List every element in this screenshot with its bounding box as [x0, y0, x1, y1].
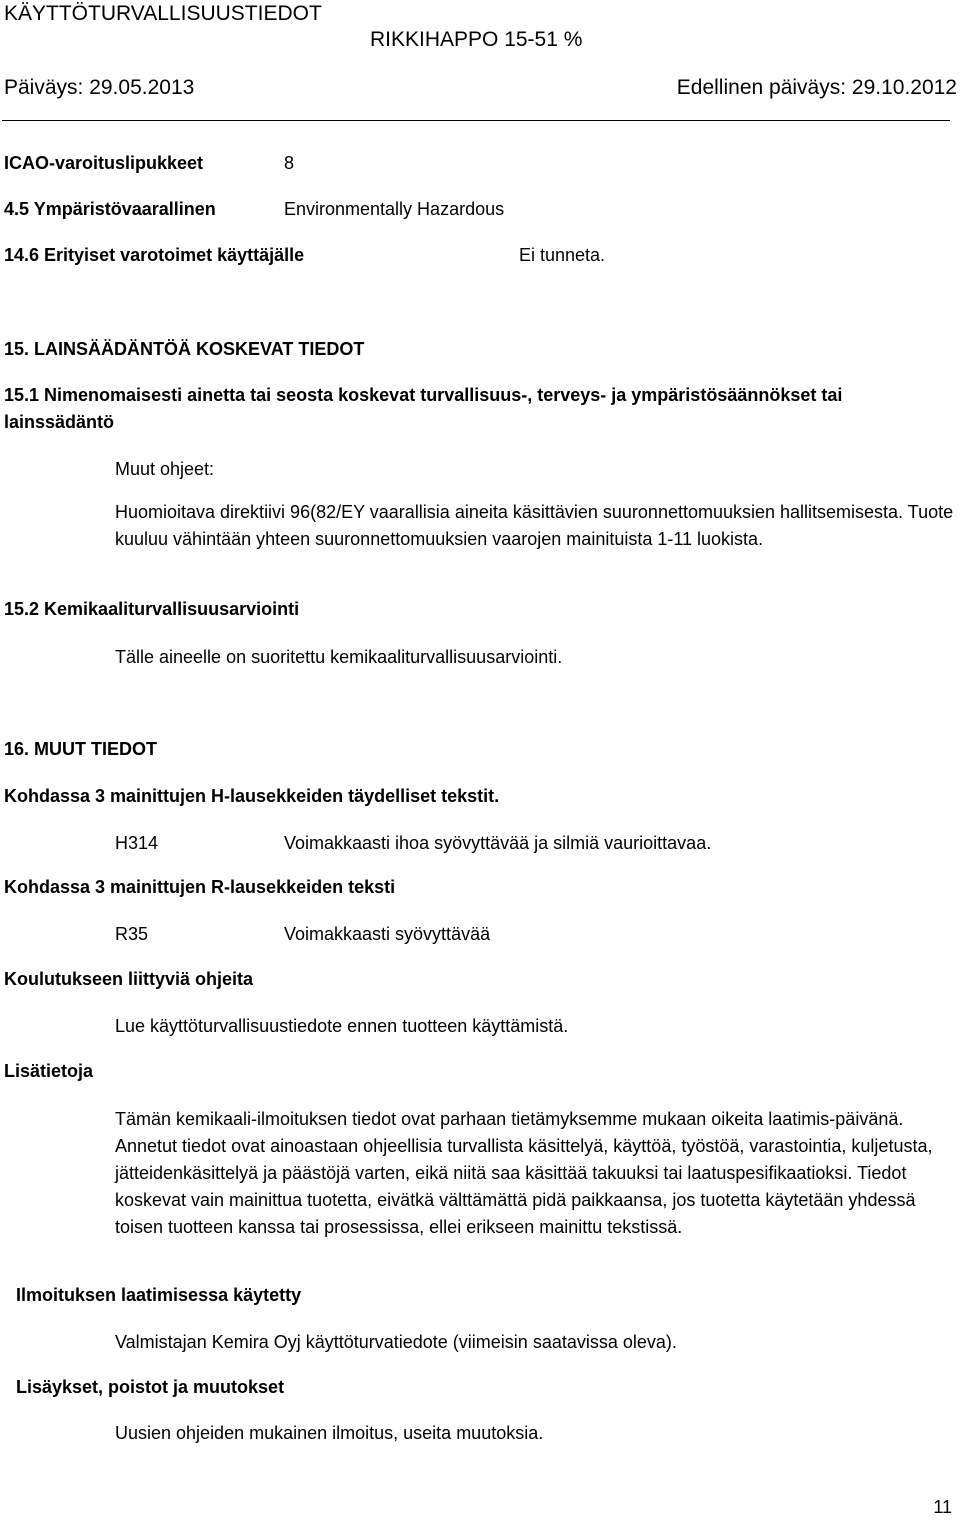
- header-rule: [2, 120, 950, 121]
- sources-used-heading: Ilmoituksen laatimisessa käytetty: [16, 1285, 302, 1305]
- section-15-heading: 15. LAINSÄÄDÄNTÖÄ KOSKEVAT TIEDOT: [4, 339, 365, 359]
- environmental-hazard-value: Environmentally Hazardous: [284, 199, 505, 219]
- special-precautions-value: Ei tunneta.: [519, 245, 606, 265]
- r-phrase-text: Voimakkaasti syövyttävää: [284, 924, 491, 944]
- h-statement-code: H314: [115, 833, 159, 853]
- training-heading: Koulutukseen liittyviä ohjeita: [4, 969, 254, 989]
- icao-label: ICAO-varoituslipukkeet: [4, 153, 204, 173]
- h-statements-heading: Kohdassa 3 mainittujen H-lausekkeiden täydelliset tekstit.: [4, 786, 500, 806]
- r-phrases-heading: Kohdassa 3 mainittujen R-lausekkeiden teksti: [4, 877, 396, 897]
- h-statement-text: Voimakkaasti ihoa syövyttävää ja silmiä vaurioittavaa.: [284, 833, 712, 853]
- section-15-2-heading: 15.2 Kemikaaliturvallisuusarviointi: [4, 599, 300, 619]
- additional-info-heading: Lisätietoja: [4, 1061, 94, 1081]
- section-16-heading: 16. MUUT TIEDOT: [4, 739, 158, 759]
- environmental-hazard-label: 4.5 Ympäristövaarallinen: [4, 199, 216, 219]
- document-title: KÄYTTÖTURVALLISUUSTIEDOT: [4, 2, 322, 25]
- other-instructions-label: Muut ohjeet:: [115, 459, 215, 479]
- additional-info-text: Tämän kemikaali-ilmoituksen tiedot ovat parhaan tietämyksemme mukaan oikeita laatimis-päivänä. Annetut tiedot ovat ainoastaan ohjeellisia turvallista käsittelyä, käyttöä, työstöä, varastointia, kuljetusta, jätteidenkäsittelyä ja päästöjä varten, eikä niitä saa käsittää takuuksi tai laatuspesifikaatioksi. Tiedot koskevat vain mainittua tuotetta, eivätkä välttämättä pidä paikkaansa, jos tuotetta käytetään yhdessä toisen tuotteen kanssa tai prosessissa, ellei erikseen mainittu tekstissä.: [115, 1109, 933, 1237]
- changes-heading: Lisäykset, poistot ja muutokset: [16, 1377, 285, 1397]
- product-name: RIKKIHAPPO 15-51 %: [370, 28, 583, 51]
- icao-value: 8: [284, 153, 295, 173]
- sources-used-text: Valmistajan Kemira Oyj käyttöturvatiedote (viimeisin saatavissa oleva).: [115, 1332, 677, 1352]
- document-date: Päiväys: 29.05.2013: [4, 76, 195, 99]
- directive-text: Huomioitava direktiivi 96(82/EY vaarallisia aineita käsittävien suuronnettomuuksien hallitsemisesta. Tuote kuuluu vähintään yhteen suuronnettomuuksien vaarojen mainituista 1-11 luokista.: [115, 502, 954, 549]
- section-15-1-heading-line1: 15.1 Nimenomaisesti ainetta tai seosta koskevat turvallisuus-, terveys- ja ympäristösäännökset tai: [4, 385, 843, 405]
- training-text: Lue käyttöturvallisuustiedote ennen tuotteen käyttämistä.: [115, 1016, 569, 1036]
- section-15-1-heading-line2: lainssädäntö: [4, 412, 115, 432]
- chemical-safety-assessment-text: Tälle aineelle on suoritettu kemikaaliturvallisuusarviointi.: [115, 647, 563, 667]
- page-number: 11: [933, 1497, 952, 1517]
- changes-text: Uusien ohjeiden mukainen ilmoitus, useita muutoksia.: [115, 1423, 544, 1443]
- special-precautions-label: 14.6 Erityiset varotoimet käyttäjälle: [4, 245, 305, 265]
- r-phrase-code: R35: [115, 924, 149, 944]
- previous-date: Edellinen päiväys: 29.10.2012: [676, 76, 957, 99]
